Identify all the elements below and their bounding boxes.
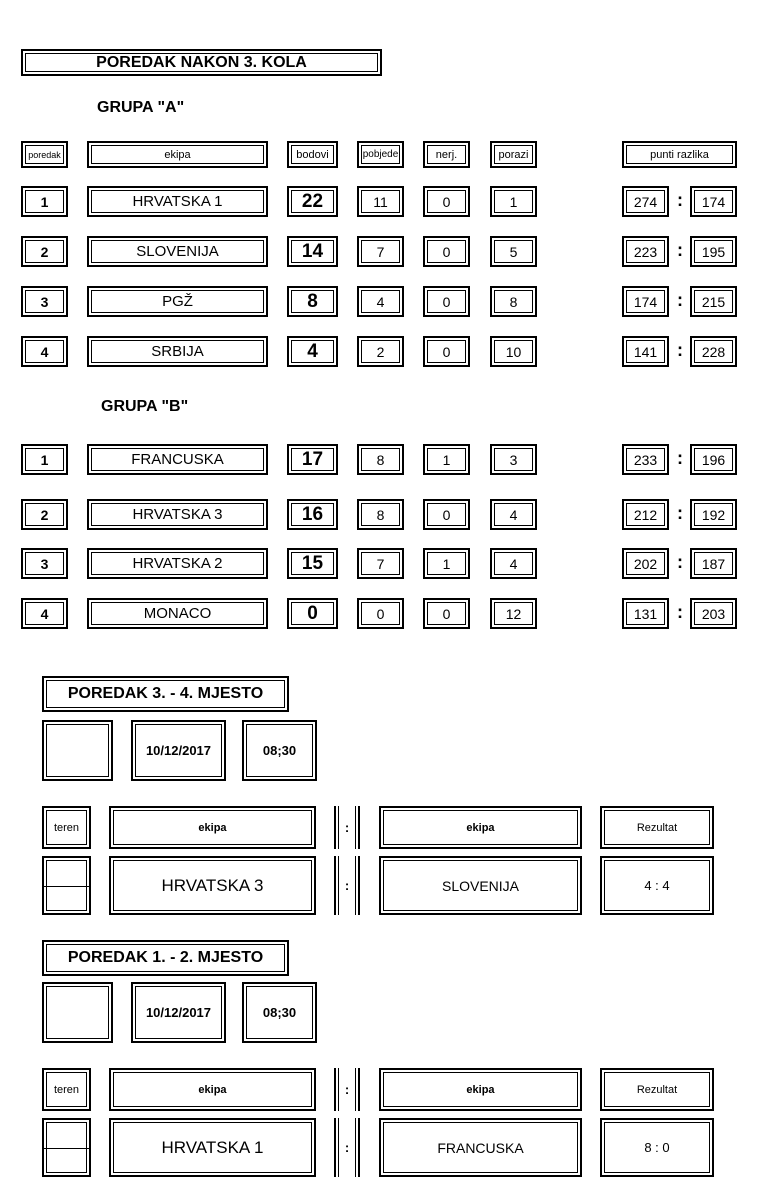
points-against-cell: 228 — [690, 336, 737, 367]
draws-cell: 0 — [423, 186, 470, 217]
match-34-date: 10/12/2017 — [131, 720, 226, 781]
match-34-header-result: Rezultat — [600, 806, 714, 849]
match-12-result: 8 : 0 — [600, 1118, 714, 1177]
rank-cell: 2 — [21, 236, 68, 267]
match-34-header-team2: ekipa — [379, 806, 582, 849]
rank-cell: 3 — [21, 286, 68, 317]
match-12-header-teren: teren — [42, 1068, 91, 1111]
match-34-header-team1: ekipa — [109, 806, 316, 849]
score-colon: : — [677, 552, 683, 572]
team-cell: SRBIJA — [87, 336, 268, 367]
wins-cell: 4 — [357, 286, 404, 317]
losses-cell: 4 — [490, 499, 537, 530]
points-cell: 0 — [287, 598, 338, 629]
points-for-cell: 212 — [622, 499, 669, 530]
losses-cell: 8 — [490, 286, 537, 317]
draws-cell: 1 — [423, 444, 470, 475]
points-cell: 15 — [287, 548, 338, 579]
wins-cell: 0 — [357, 598, 404, 629]
group-a-label: GRUPA "A" — [97, 99, 185, 116]
rank-cell: 1 — [21, 186, 68, 217]
match-12-team2: FRANCUSKA — [379, 1118, 582, 1177]
rank-cell: 4 — [21, 598, 68, 629]
header-pobjede: pobjede — [357, 141, 404, 168]
header-porazi: porazi — [490, 141, 537, 168]
wins-cell: 7 — [357, 236, 404, 267]
wins-cell: 8 — [357, 499, 404, 530]
points-against-cell: 195 — [690, 236, 737, 267]
match-34-team1: HRVATSKA 3 — [109, 856, 316, 915]
points-against-cell: 187 — [690, 548, 737, 579]
wins-cell: 7 — [357, 548, 404, 579]
match-34-team2: SLOVENIJA — [379, 856, 582, 915]
match-34-header-colon: : — [334, 806, 360, 849]
wins-cell: 8 — [357, 444, 404, 475]
match-34-header-teren: teren — [42, 806, 91, 849]
losses-cell: 4 — [490, 548, 537, 579]
score-colon: : — [677, 240, 683, 260]
losses-cell: 3 — [490, 444, 537, 475]
score-colon: : — [677, 340, 683, 360]
match-34-empty-box — [42, 720, 113, 781]
rank-cell: 4 — [21, 336, 68, 367]
match-12-teren-cell — [42, 1118, 91, 1177]
header-nerijeseno: nerj. — [423, 141, 470, 168]
losses-cell: 12 — [490, 598, 537, 629]
header-ekipa: ekipa — [87, 141, 268, 168]
team-cell: HRVATSKA 2 — [87, 548, 268, 579]
score-colon: : — [677, 503, 683, 523]
points-cell: 22 — [287, 186, 338, 217]
match-12-header-colon: : — [334, 1068, 360, 1111]
points-against-cell: 203 — [690, 598, 737, 629]
wins-cell: 11 — [357, 186, 404, 217]
score-colon: : — [677, 290, 683, 310]
draws-cell: 0 — [423, 499, 470, 530]
match-12-header-team1: ekipa — [109, 1068, 316, 1111]
points-cell: 17 — [287, 444, 338, 475]
score-colon: : — [677, 602, 683, 622]
team-cell: SLOVENIJA — [87, 236, 268, 267]
match-12-title: POREDAK 1. - 2. MJESTO — [42, 940, 289, 976]
draws-cell: 0 — [423, 598, 470, 629]
points-against-cell: 196 — [690, 444, 737, 475]
match-12-time: 08;30 — [242, 982, 317, 1043]
match-12-colon: : — [334, 1118, 360, 1177]
points-cell: 14 — [287, 236, 338, 267]
team-cell: MONACO — [87, 598, 268, 629]
team-cell: FRANCUSKA — [87, 444, 268, 475]
points-cell: 4 — [287, 336, 338, 367]
draws-cell: 0 — [423, 286, 470, 317]
losses-cell: 10 — [490, 336, 537, 367]
header-poredak: poredak — [21, 141, 68, 168]
match-34-teren-cell — [42, 856, 91, 915]
team-cell: HRVATSKA 1 — [87, 186, 268, 217]
header-bodovi: bodovi — [287, 141, 338, 168]
draws-cell: 1 — [423, 548, 470, 579]
match-34-colon: : — [334, 856, 360, 915]
points-for-cell: 223 — [622, 236, 669, 267]
losses-cell: 5 — [490, 236, 537, 267]
score-colon: : — [677, 190, 683, 210]
points-cell: 8 — [287, 286, 338, 317]
losses-cell: 1 — [490, 186, 537, 217]
rank-cell: 3 — [21, 548, 68, 579]
rank-cell: 1 — [21, 444, 68, 475]
match-34-title: POREDAK 3. - 4. MJESTO — [42, 676, 289, 712]
points-for-cell: 174 — [622, 286, 669, 317]
match-12-empty-box — [42, 982, 113, 1043]
points-against-cell: 215 — [690, 286, 737, 317]
draws-cell: 0 — [423, 336, 470, 367]
team-cell: HRVATSKA 3 — [87, 499, 268, 530]
points-for-cell: 202 — [622, 548, 669, 579]
match-12-header-team2: ekipa — [379, 1068, 582, 1111]
page-title: POREDAK NAKON 3. KOLA — [21, 49, 382, 76]
header-punti-razlika: punti razlika — [622, 141, 737, 168]
rank-cell: 2 — [21, 499, 68, 530]
team-cell: PGŽ — [87, 286, 268, 317]
match-12-team1: HRVATSKA 1 — [109, 1118, 316, 1177]
score-colon: : — [677, 448, 683, 468]
points-for-cell: 274 — [622, 186, 669, 217]
draws-cell: 0 — [423, 236, 470, 267]
points-against-cell: 174 — [690, 186, 737, 217]
points-for-cell: 141 — [622, 336, 669, 367]
points-against-cell: 192 — [690, 499, 737, 530]
match-34-result: 4 : 4 — [600, 856, 714, 915]
points-for-cell: 131 — [622, 598, 669, 629]
wins-cell: 2 — [357, 336, 404, 367]
points-cell: 16 — [287, 499, 338, 530]
match-12-date: 10/12/2017 — [131, 982, 226, 1043]
group-b-label: GRUPA "B" — [101, 398, 189, 415]
match-34-time: 08;30 — [242, 720, 317, 781]
points-for-cell: 233 — [622, 444, 669, 475]
match-12-header-result: Rezultat — [600, 1068, 714, 1111]
